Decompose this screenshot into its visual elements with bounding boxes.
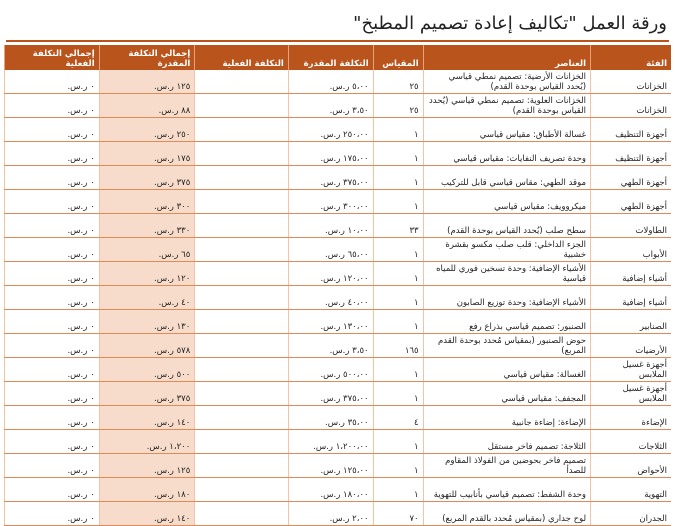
row-item[interactable]: الخزانات الأرضية: تصميم نمطي قياسي (يُحدد القياس بوحدة القدم) xyxy=(423,70,590,94)
row-size[interactable]: ١ xyxy=(373,478,423,502)
row-size[interactable]: ١ xyxy=(373,262,423,286)
row-item[interactable]: الثلاجة: تصميم فاخر مستقل xyxy=(423,430,590,454)
row-item[interactable]: الجزء الداخلي: قلب صلب مكسو بقشرة خشبية xyxy=(423,238,590,262)
row-total-actual[interactable]: ٠ ر.س. xyxy=(5,190,100,214)
row-total-actual[interactable]: ٠ ر.س. xyxy=(5,406,100,430)
row-item[interactable]: الإضاءة: إضاءة جانبية xyxy=(423,406,590,430)
row-est-cost[interactable]: ٣٧٥،٠٠ ر.س. xyxy=(288,166,373,190)
header-row xyxy=(5,45,672,70)
row-est-cost[interactable]: ١٠،٠٠ ر.س. xyxy=(288,214,373,238)
row-est-cost[interactable]: ٣،٥٠ ر.س. xyxy=(288,334,373,358)
row-category[interactable]: أشياء إضافية xyxy=(591,286,671,310)
row-total-actual[interactable]: ٠ ر.س. xyxy=(5,310,100,334)
row-size[interactable]: ١ xyxy=(373,142,423,166)
row-category[interactable]: التهوية xyxy=(591,478,671,502)
table-row xyxy=(5,166,672,190)
row-size[interactable]: ١ xyxy=(373,430,423,454)
row-item[interactable]: موقد الطهي: مقاس قياسي قابل للتركيب xyxy=(423,166,590,190)
table-row xyxy=(5,190,672,214)
row-actual-cost[interactable] xyxy=(195,358,289,382)
row-size[interactable]: ٣٣ xyxy=(373,214,423,238)
row-size[interactable]: ١ xyxy=(373,118,423,142)
row-category[interactable]: الخزانات xyxy=(591,94,671,118)
row-est-cost[interactable]: ٣،٥٠ ر.س. xyxy=(288,94,373,118)
row-total-actual[interactable]: ٠ ر.س. xyxy=(5,286,100,310)
row-total-est[interactable]: ٢٥٠ ر.س. xyxy=(99,118,195,142)
row-item[interactable]: الأشياء الإضافية: وحدة توزيع الصابون xyxy=(423,286,590,310)
row-size[interactable]: ١٦٥ xyxy=(373,334,423,358)
row-total-actual[interactable]: ٠ ر.س. xyxy=(5,334,100,358)
row-size[interactable]: ٢٥ xyxy=(373,94,423,118)
row-est-cost[interactable]: ٣٠٠،٠٠ ر.س. xyxy=(288,190,373,214)
row-size[interactable]: ١ xyxy=(373,238,423,262)
row-size[interactable]: ١ xyxy=(373,382,423,406)
row-est-cost[interactable]: ٣٧٥،٠٠ ر.س. xyxy=(288,382,373,406)
table-row xyxy=(5,310,672,334)
row-item[interactable]: لوح جداري (بمقياس مُحدد بالقدم المربع) xyxy=(423,502,590,526)
row-item[interactable]: وحدة تصريف النفايات: مقياس قياسي xyxy=(423,142,590,166)
row-actual-cost[interactable] xyxy=(195,382,289,406)
row-total-actual[interactable]: ٠ ر.س. xyxy=(5,118,100,142)
row-est-cost[interactable]: ١٢٥،٠٠ ر.س. xyxy=(288,454,373,478)
row-total-est[interactable]: ١٨٠ ر.س. xyxy=(99,478,195,502)
row-total-actual[interactable]: ٠ ر.س. xyxy=(5,238,100,262)
row-category[interactable]: أجهزة الطهي xyxy=(591,190,671,214)
title-underline xyxy=(6,40,669,42)
row-category[interactable]: الجدران xyxy=(591,502,671,526)
row-category[interactable]: الأرضيات xyxy=(591,334,671,358)
row-item[interactable]: الغسالة: مقياس قياسي xyxy=(423,358,590,382)
row-actual-cost[interactable] xyxy=(195,262,289,286)
row-total-est[interactable]: ١٤٠ ر.س. xyxy=(99,502,195,526)
row-category[interactable]: أجهزة التنظيف xyxy=(591,142,671,166)
table-row xyxy=(5,334,672,358)
row-total-actual[interactable]: ٠ ر.س. xyxy=(5,358,100,382)
row-total-est[interactable]: ٨٨ ر.س. xyxy=(99,94,195,118)
row-actual-cost[interactable] xyxy=(195,454,289,478)
row-est-cost[interactable]: ٢٥٠،٠٠ ر.س. xyxy=(288,118,373,142)
row-actual-cost[interactable] xyxy=(195,310,289,334)
row-category[interactable]: الخزانات xyxy=(591,70,671,94)
row-item[interactable]: الصنبور: تصميم قياسي بذراع رفع xyxy=(423,310,590,334)
row-category[interactable]: الصنابير xyxy=(591,310,671,334)
row-size[interactable]: ١ xyxy=(373,190,423,214)
table-row xyxy=(5,286,672,310)
header-size[interactable]: المقياس xyxy=(373,45,423,70)
row-actual-cost[interactable] xyxy=(195,286,289,310)
row-actual-cost[interactable] xyxy=(195,190,289,214)
row-total-est[interactable]: ١٢٠ ر.س. xyxy=(99,262,195,286)
table-row xyxy=(5,214,672,238)
row-total-actual[interactable]: ٠ ر.س. xyxy=(5,94,100,118)
row-category[interactable]: الأبواب xyxy=(591,238,671,262)
row-total-actual[interactable]: ٠ ر.س. xyxy=(5,454,100,478)
row-actual-cost[interactable] xyxy=(195,142,289,166)
row-total-est[interactable]: ١٢٥ ر.س. xyxy=(99,70,195,94)
row-total-actual[interactable]: ٠ ر.س. xyxy=(5,502,100,526)
row-actual-cost[interactable] xyxy=(195,118,289,142)
row-size[interactable]: ٧٠ xyxy=(373,502,423,526)
row-est-cost[interactable]: ١،٢٠٠،٠٠ ر.س. xyxy=(288,430,373,454)
row-total-actual[interactable]: ٠ ر.س. xyxy=(5,70,100,94)
row-size[interactable]: ١ xyxy=(373,166,423,190)
table-row xyxy=(5,262,672,286)
table-row xyxy=(5,238,672,262)
row-est-cost[interactable]: ٥٠٠،٠٠ ر.س. xyxy=(288,358,373,382)
row-actual-cost[interactable] xyxy=(195,502,289,526)
row-item[interactable]: سطح صلب (يُحدد القياس بوحدة القدم) xyxy=(423,214,590,238)
row-category[interactable]: أجهزة غسيل الملابس xyxy=(591,358,671,382)
table-row xyxy=(5,142,672,166)
row-total-est[interactable]: ٦٥ ر.س. xyxy=(99,238,195,262)
row-total-est[interactable]: ٥٠٠ ر.س. xyxy=(99,358,195,382)
row-total-est[interactable]: ٥٧٨ ر.س. xyxy=(99,334,195,358)
row-est-cost[interactable]: ١٨٠،٠٠ ر.س. xyxy=(288,478,373,502)
row-actual-cost[interactable] xyxy=(195,166,289,190)
row-est-cost[interactable]: ١٣٠،٠٠ ر.س. xyxy=(288,310,373,334)
row-category[interactable]: الأحواض xyxy=(591,454,671,478)
row-total-actual[interactable]: ٠ ر.س. xyxy=(5,214,100,238)
row-item[interactable]: الخزانات العلوية: تصميم نمطي قياسي (يُحدد القياس بوحدة القدم) xyxy=(423,94,590,118)
row-est-cost[interactable]: ٢،٠٠ ر.س. xyxy=(288,502,373,526)
table-row xyxy=(5,70,672,94)
header-items[interactable]: العناصر xyxy=(423,45,590,70)
sheet-title: ورقة العمل "تكاليف إعادة تصميم المطبخ" xyxy=(353,13,667,34)
row-total-actual[interactable]: ٠ ر.س. xyxy=(5,478,100,502)
header-total-actual[interactable]: إجمالي التكلفة الفعلية xyxy=(5,45,100,70)
row-size[interactable]: ٢٥ xyxy=(373,70,423,94)
row-total-actual[interactable]: ٠ ر.س. xyxy=(5,142,100,166)
row-item[interactable]: الأشياء الإضافية: وحدة تسخين فوري للمياه قياسية xyxy=(423,262,590,286)
row-total-actual[interactable]: ٠ ر.س. xyxy=(5,166,100,190)
table-row xyxy=(5,502,672,526)
table-row xyxy=(5,382,672,406)
row-total-est[interactable]: ١٣٠ ر.س. xyxy=(99,310,195,334)
row-total-est[interactable]: ٣٣٠ ر.س. xyxy=(99,214,195,238)
row-size[interactable]: ١ xyxy=(373,286,423,310)
row-total-est[interactable]: ١،٢٠٠ ر.س. xyxy=(99,430,195,454)
row-actual-cost[interactable] xyxy=(195,238,289,262)
row-item[interactable]: غسالة الأطباق: مقياس قياسي xyxy=(423,118,590,142)
row-actual-cost[interactable] xyxy=(195,334,289,358)
row-item[interactable]: المجفف: مقياس قياسي xyxy=(423,382,590,406)
row-item[interactable]: تصميم فاخر بحوضين من الفولاذ المقاوم للصدأ xyxy=(423,454,590,478)
table-row xyxy=(5,478,672,502)
row-actual-cost[interactable] xyxy=(195,478,289,502)
row-category[interactable]: الإضاءة xyxy=(591,406,671,430)
row-actual-cost[interactable] xyxy=(195,94,289,118)
row-size[interactable]: ٤ xyxy=(373,406,423,430)
row-actual-cost[interactable] xyxy=(195,430,289,454)
header-total-est[interactable]: إجمالي التكلفة المقدرة xyxy=(99,45,195,70)
row-total-est[interactable]: ٤٠ ر.س. xyxy=(99,286,195,310)
row-item[interactable]: وحدة الشفط: تصميم قياسي بأنابيب للتهوية xyxy=(423,478,590,502)
header-est-cost[interactable]: التكلفة المقدرة xyxy=(288,45,373,70)
row-est-cost[interactable]: ١٢٠،٠٠ ر.س. xyxy=(288,262,373,286)
table-row xyxy=(5,454,672,478)
row-est-cost[interactable]: ٥،٠٠ ر.س. xyxy=(288,70,373,94)
row-category[interactable]: أجهزة التنظيف xyxy=(591,118,671,142)
row-size[interactable]: ١ xyxy=(373,310,423,334)
row-est-cost[interactable]: ٦٥،٠٠ ر.س. xyxy=(288,238,373,262)
row-category[interactable]: الطاولات xyxy=(591,214,671,238)
row-total-est[interactable]: ٣٧٥ ر.س. xyxy=(99,166,195,190)
row-est-cost[interactable]: ٤٠،٠٠ ر.س. xyxy=(288,286,373,310)
table-row xyxy=(5,406,672,430)
row-total-est[interactable]: ١٧٥ ر.س. xyxy=(99,142,195,166)
row-total-est[interactable]: ٣٧٥ ر.س. xyxy=(99,382,195,406)
row-actual-cost[interactable] xyxy=(195,70,289,94)
row-total-est[interactable]: ١٢٥ ر.س. xyxy=(99,454,195,478)
row-item[interactable]: حوض الصنبور (بمقياس مُحدد بوحدة القدم المربع) xyxy=(423,334,590,358)
row-total-est[interactable]: ١٤٠ ر.س. xyxy=(99,406,195,430)
header-actual-cost[interactable]: التكلفة الفعلية xyxy=(195,45,289,70)
row-item[interactable]: ميكروويف: مقياس قياسي xyxy=(423,190,590,214)
row-category[interactable]: أجهزة الطهي xyxy=(591,166,671,190)
row-est-cost[interactable]: ٣٥،٠٠ ر.س. xyxy=(288,406,373,430)
row-actual-cost[interactable] xyxy=(195,406,289,430)
row-actual-cost[interactable] xyxy=(195,214,289,238)
table-row xyxy=(5,94,672,118)
row-size[interactable]: ١ xyxy=(373,454,423,478)
table-row xyxy=(5,430,672,454)
table-row xyxy=(5,118,672,142)
row-total-actual[interactable]: ٠ ر.س. xyxy=(5,430,100,454)
row-size[interactable]: ١ xyxy=(373,358,423,382)
row-category[interactable]: الثلاجات xyxy=(591,430,671,454)
row-category[interactable]: أجهزة غسيل الملابس xyxy=(591,382,671,406)
row-total-actual[interactable]: ٠ ر.س. xyxy=(5,262,100,286)
row-total-actual[interactable]: ٠ ر.س. xyxy=(5,382,100,406)
row-category[interactable]: أشياء إضافية xyxy=(591,262,671,286)
cost-table xyxy=(4,45,671,526)
table-row xyxy=(5,358,672,382)
row-est-cost[interactable]: ١٧٥،٠٠ ر.س. xyxy=(288,142,373,166)
header-category[interactable]: الفئة xyxy=(591,45,671,70)
row-total-est[interactable]: ٣٠٠ ر.س. xyxy=(99,190,195,214)
